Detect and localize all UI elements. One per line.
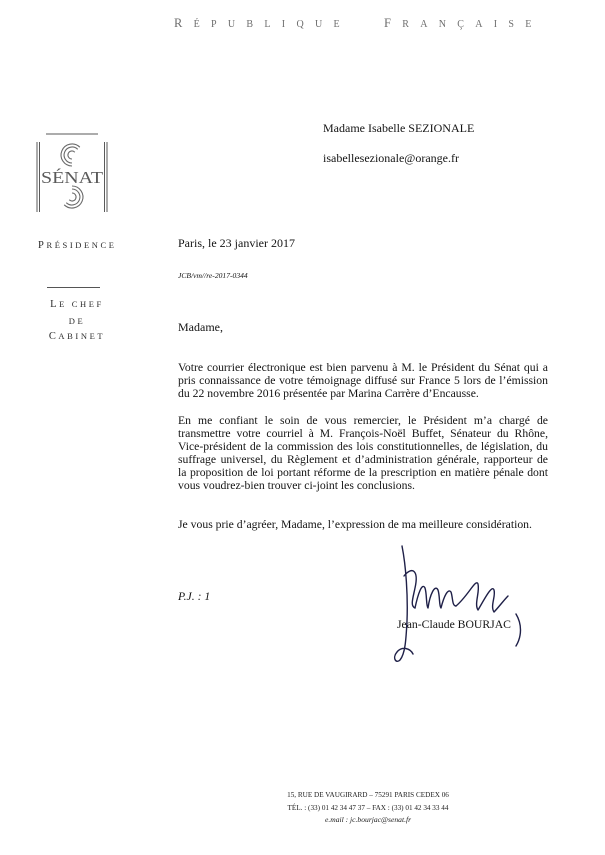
recipient-email: isabellesezionale@orange.fr	[323, 151, 459, 165]
footer-phone-fax: TÉL. : (33) 01 42 34 47 37 – FAX : (33) 01 42 34 33 44	[287, 803, 449, 812]
body-paragraph	[178, 361, 548, 400]
salutation: Madame,	[178, 320, 223, 334]
place-date: Paris, le 23 janvier 2017	[178, 236, 295, 250]
left-divider	[47, 287, 100, 288]
sender-role	[38, 296, 116, 345]
signatory-name: Jean-Claude BOURJAC	[397, 618, 511, 631]
paragraph-line: pris connaissance de votre témoignage diffusé sur France 5 lors de l’émission	[178, 374, 548, 387]
paragraph-line: du 22 novembre 2016 présentée par Marina Carrère d’Encausse.	[178, 387, 479, 400]
enclosure-note: P.J. : 1	[178, 590, 211, 603]
paragraph-line: vous voudrez-bien trouver ci-joint les conclusions.	[178, 479, 415, 492]
footer-address: 15, RUE DE VAUGIRARD – 75291 PARIS CEDEX 06	[287, 791, 449, 799]
senat-logo	[33, 128, 113, 218]
footer-contact	[248, 789, 488, 827]
header-republique: RÉPUBLIQUE	[174, 16, 351, 30]
recipient-name: Madame Isabelle SEZIONALE	[323, 121, 475, 135]
reference-code: JCB/vm//re-2017-0344	[178, 271, 248, 280]
paragraph-line: Votre courrier électronique est bien parvenu à M. le Président du Sénat qui a	[178, 361, 548, 374]
role-line: LE CHEF	[50, 299, 104, 310]
header-francaise: FRANÇAISE	[384, 16, 543, 30]
paragraph-line: suffrage universel, du Règlement et d’administration générale, rapporteur de	[178, 453, 548, 466]
body-paragraph	[178, 414, 548, 492]
footer-email: e.mail : jc.bourjac@senat.fr	[324, 815, 412, 824]
role-line: CABINET	[48, 331, 106, 342]
paragraph-line: En me confiant le soin de vous remercier, le Président m’a chargé de	[178, 414, 548, 427]
paragraph-line: transmettre votre courriel à M. François-Noël Buffet, Sénateur du Rhône,	[178, 427, 548, 440]
department-label	[38, 238, 117, 251]
role-line: DE	[68, 315, 86, 326]
department-text: PRÉSIDENCE	[38, 240, 117, 251]
paragraph-line: la proposition de loi portant réforme de la prescription en matière pénale dont	[178, 466, 548, 479]
logo-text: SÉNAT	[41, 168, 104, 187]
handwritten-signature	[388, 536, 528, 671]
paragraph-line: Vice-président de la commission des lois constitutionnelles, de législation, du	[178, 440, 548, 453]
closing-formula: Je vous prie d’agréer, Madame, l’expression de ma meilleure considération.	[178, 518, 532, 531]
